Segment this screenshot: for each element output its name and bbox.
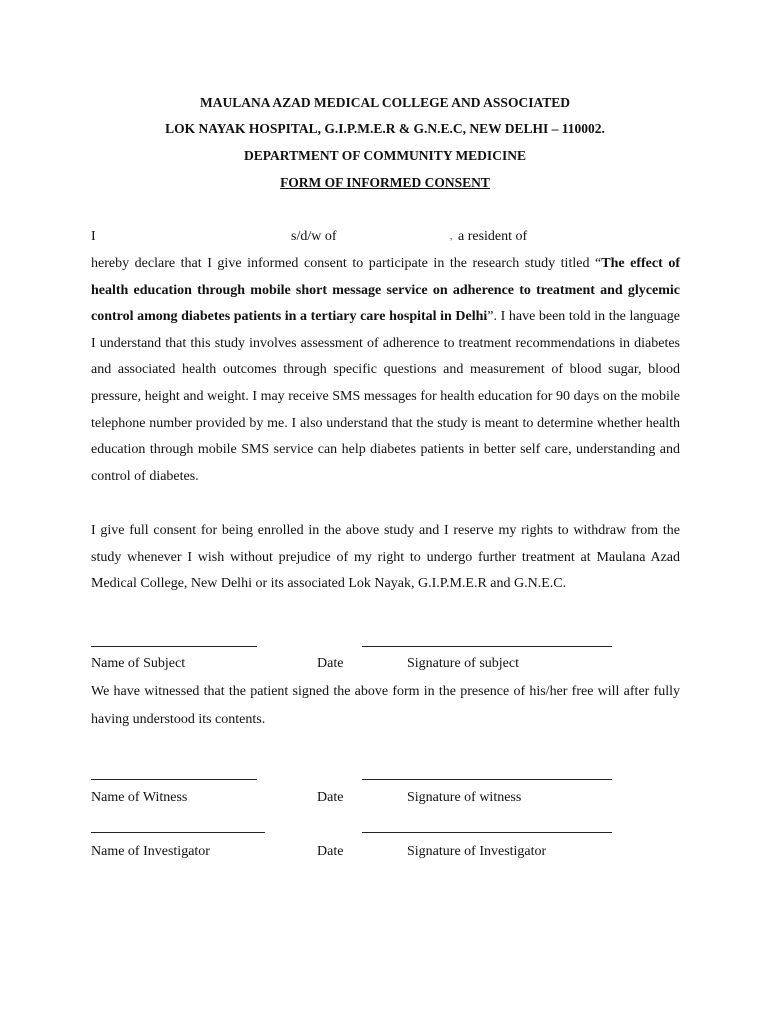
investigator-signature-label: Signature of Investigator xyxy=(407,844,547,859)
witness-signature-line[interactable] xyxy=(362,779,612,780)
investigator-signature-line[interactable] xyxy=(362,832,612,833)
subject-date-label: Date xyxy=(317,656,344,671)
subject-name-line[interactable] xyxy=(91,646,257,647)
witness-name-line[interactable] xyxy=(91,779,257,780)
investigator-date-label: Date xyxy=(317,844,344,859)
full-consent-paragraph: I give full consent for being enrolled in the above study and I reserve my rights to withdraw from the study whenever I wish without prejudice of my right to undergo further treatment at Maulana Azad Medical College, New Delhi or its associated Lok Nayak, G.I.P.M.E.R and G.N.E.C. xyxy=(91,523,680,592)
intro-resident-of: a resident of xyxy=(458,229,528,244)
intro-i: I xyxy=(91,229,96,244)
witness-name-label: Name of Witness xyxy=(91,790,188,805)
intro-comma: , xyxy=(450,231,453,241)
form-title xyxy=(0,175,770,191)
consent-text-before-title: hereby declare that I give informed consent to participate in the research study titled “ xyxy=(91,256,602,271)
investigator-name-label: Name of Investigator xyxy=(91,844,210,859)
subject-signature-label: Signature of subject xyxy=(407,656,519,671)
investigator-name-line[interactable] xyxy=(91,832,265,833)
subject-name-label: Name of Subject xyxy=(91,656,186,671)
consent-text-after-title: ”. I have been told in the language I understand that this study involves assessment of adherence to treatment recommendations in diabetes and associated health outcomes through specific questions and measurement of blood sugar, blood pressure, height and weight. I may receive SMS messages for health education for 90 days on the mobile telephone number provided by me. I also understand that the study is meant to determine whether health education through mobile SMS service can help diabetes patients in better self care, understanding and control of diabetes. xyxy=(91,309,680,484)
header-institution-line-2: LOK NAYAK HOSPITAL, G.I.P.M.E.R & G.N.E.C, NEW DELHI – 110002. xyxy=(165,121,605,136)
form-title-text: FORM OF INFORMED CONSENT xyxy=(280,175,490,190)
intro-sdw-of: s/d/w of xyxy=(291,229,337,244)
witness-statement: We have witnessed that the patient signed the above form in the presence of his/her free will after fully having understood its contents. xyxy=(91,684,680,727)
header-department: DEPARTMENT OF COMMUNITY MEDICINE xyxy=(244,148,526,163)
header-institution-line-1: MAULANA AZAD MEDICAL COLLEGE AND ASSOCIATED xyxy=(200,95,570,110)
consent-paragraph xyxy=(91,251,680,490)
witness-date-label: Date xyxy=(317,790,344,805)
study-title: The effect of health education through mobile short message service on adherence to treatment and glycemic control among diabetes patients in a tertiary care hospital in Delhi xyxy=(91,256,681,325)
witness-signature-label: Signature of witness xyxy=(407,790,522,805)
subject-signature-line[interactable] xyxy=(362,646,612,647)
